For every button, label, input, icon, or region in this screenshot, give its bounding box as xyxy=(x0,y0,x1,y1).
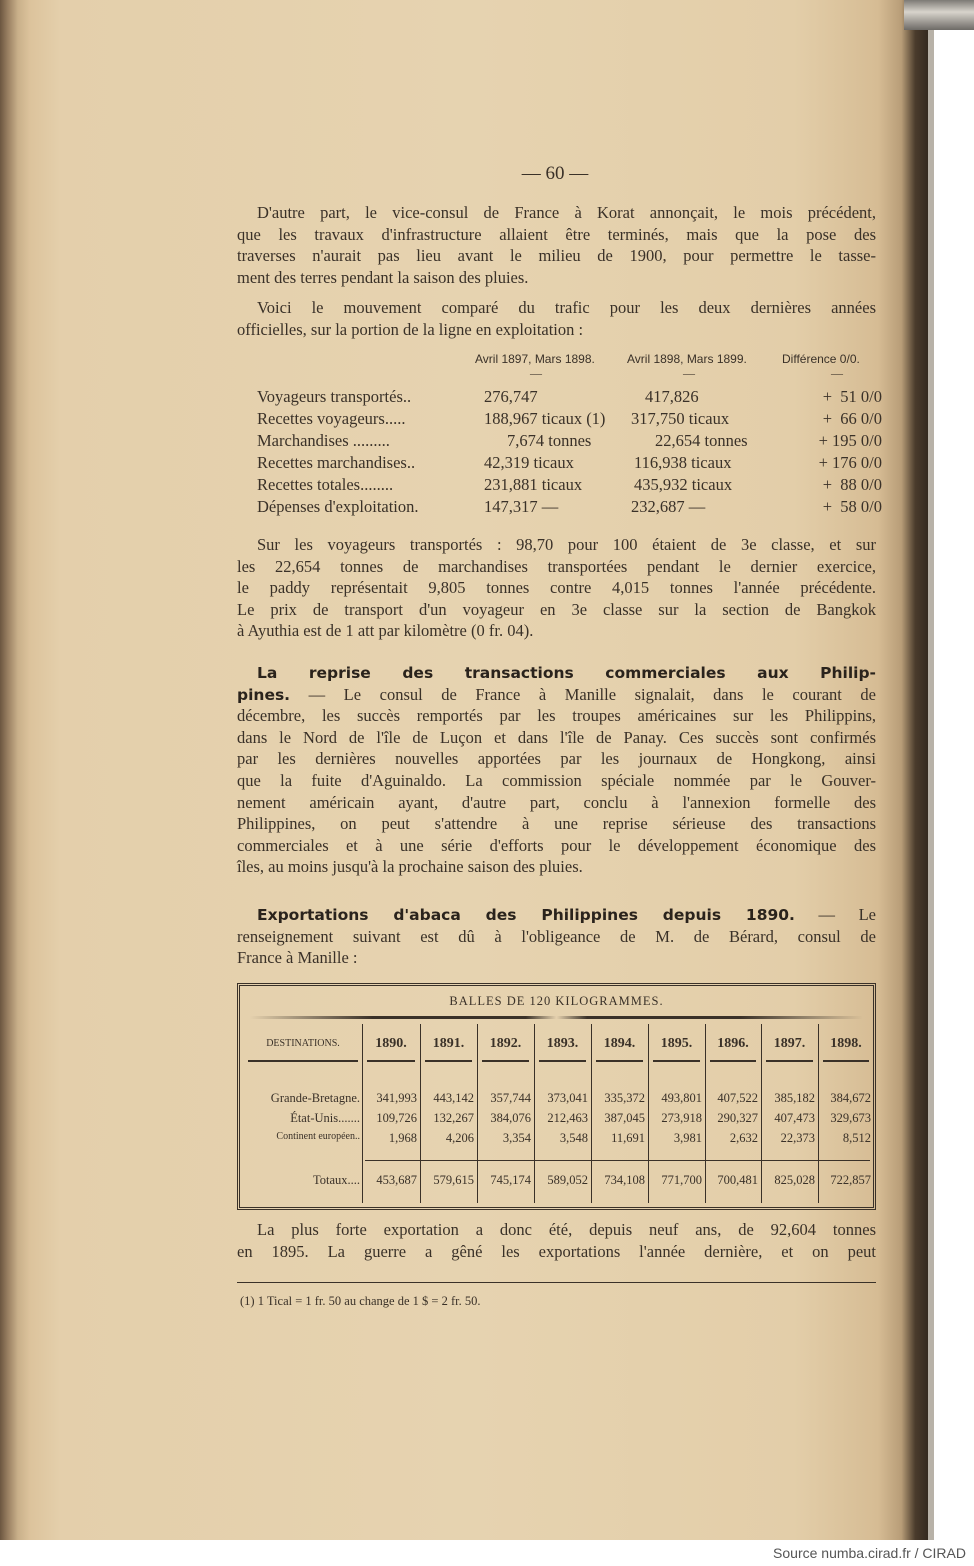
row-label: Recettes marchandises.. xyxy=(257,453,416,472)
text-line: ment des terres pendant la saison des pluies. xyxy=(237,267,529,287)
year-header: 1892. xyxy=(489,1036,522,1051)
text-line: commerciales et à une série d'efforts pour le développement économique des xyxy=(237,835,876,855)
text-line: dans le Nord de l'île de Luçon et dans l'île de Panay. Ces succès sont confirmés xyxy=(237,727,876,747)
text-line: Sur les voyageurs transportés : 98,70 pour 100 étaient de 3e classe, et sur xyxy=(257,535,876,554)
text-line: Philippines, on peut s'attendre à une reprise sérieuse des transactions xyxy=(237,814,876,834)
footnote-rule xyxy=(237,1282,876,1283)
header-underline xyxy=(367,1060,415,1062)
year-header: 1890. xyxy=(375,1036,407,1051)
table-row xyxy=(237,387,882,409)
value-1897: 188,967 ticaux (1) xyxy=(484,409,606,428)
text-line: nement américain ayant, d'autre part, conclu à l'annexion formelle des xyxy=(237,792,876,812)
value-1898: 116,938 ticaux xyxy=(634,453,732,472)
table-cell: 387,045 xyxy=(604,1111,645,1125)
header-underline xyxy=(482,1060,529,1062)
table-cell: 341,993 xyxy=(376,1091,417,1105)
table-cell: 384,672 xyxy=(830,1091,871,1105)
row-label: État-Unis....... xyxy=(290,1111,360,1125)
text-line: en 1895. La guerre a gêné les exportations l'année dernière, et on peut xyxy=(237,1241,876,1261)
text-line: — Le consul de France à Manille signalait, dans le courant de xyxy=(290,684,876,704)
text-line: décembre, les succès remportés par les troupes américaines sur les Philippins, xyxy=(237,706,876,726)
paragraph-conclusion xyxy=(237,1219,876,1262)
value-1897: 231,881 ticaux xyxy=(484,475,583,494)
year-header: 1898. xyxy=(830,1036,862,1051)
text-line: que la fuite d'Aguinaldo. La commission spéciale nommée par le Gouver- xyxy=(237,770,876,790)
text-line: officielles, sur la portion de la ligne en exploitation : xyxy=(237,319,584,339)
text-line: La plus forte exportation a donc été, depuis neuf ans, de 92,604 tonnes xyxy=(257,1220,876,1239)
total-cell: 589,052 xyxy=(547,1173,588,1187)
dash: — xyxy=(831,366,843,380)
table-cell: 273,918 xyxy=(661,1111,702,1125)
footnote: (1) 1 Tical = 1 fr. 50 au change de 1 $ = 2 fr. 50. xyxy=(240,1294,481,1308)
header-underline xyxy=(425,1060,472,1062)
paragraph-korat xyxy=(237,202,876,288)
dash: — xyxy=(530,366,542,380)
total-cell: 579,615 xyxy=(433,1173,474,1187)
text-line: le paddy représentait 9,805 tonnes contre 4,015 tonnes l'année précédente. xyxy=(237,578,876,598)
header-underline xyxy=(539,1060,586,1062)
dash: — xyxy=(683,366,695,380)
value-1898: 417,826 xyxy=(645,387,699,406)
table-row xyxy=(237,497,882,519)
table-cell: 385,182 xyxy=(774,1091,815,1105)
table-cell: 4,206 xyxy=(445,1131,474,1145)
paragraph-traffic-intro xyxy=(237,297,876,340)
section-heading-end: pines. xyxy=(237,685,291,704)
value-1897: 276,747 xyxy=(484,387,538,406)
section-heading: La reprise des transactions commerciales aux Philip- xyxy=(257,664,876,682)
page-stack-corner xyxy=(904,0,974,30)
ornament-rule xyxy=(250,1016,863,1019)
year-header: 1891. xyxy=(432,1036,465,1051)
text-line: Voici le mouvement comparé du trafic pour les deux dernières années xyxy=(257,298,876,317)
row-label: Dépenses d'exploitation. xyxy=(257,497,419,516)
total-label: Totaux.... xyxy=(312,1173,360,1187)
table-row xyxy=(237,453,882,475)
text-line: que les travaux d'infrastructure allaient être terminés, mais que la pose des xyxy=(237,224,876,244)
table-cell: 109,726 xyxy=(376,1111,417,1125)
section-heading-line xyxy=(237,662,876,684)
table-cell: 290,327 xyxy=(717,1111,758,1125)
value-1897: 147,317 — xyxy=(484,497,559,516)
table-cell: 335,372 xyxy=(604,1091,645,1105)
page-number: — 60 — xyxy=(521,163,589,184)
section-abaca xyxy=(237,904,876,969)
header-underline xyxy=(596,1060,643,1062)
table-cell: 373,041 xyxy=(547,1091,588,1105)
text-line: — Le xyxy=(794,905,876,924)
col-header-1897: Avril 1897, Mars 1898. xyxy=(475,352,595,366)
total-cell: 722,857 xyxy=(830,1173,871,1187)
table-cell: 2,632 xyxy=(729,1131,758,1145)
value-1898: 22,654 tonnes xyxy=(655,431,748,450)
section-heading: Exportations d'abaca des Philippines depuis 1890. xyxy=(257,906,795,924)
header-underline xyxy=(766,1060,813,1062)
header-underline xyxy=(710,1060,756,1062)
year-header: 1897. xyxy=(773,1036,806,1051)
section-philippines xyxy=(237,662,876,878)
row-label: Continent européen.. xyxy=(276,1131,360,1142)
table-cell: 407,522 xyxy=(717,1091,758,1105)
paragraph-passengers xyxy=(237,534,876,642)
value-diff: + 66 0/0 xyxy=(822,409,882,428)
value-1897: 42,319 ticaux xyxy=(484,453,574,472)
col-header-diff: Différence 0/0. xyxy=(782,352,860,366)
text-line: à Ayuthia est de 1 att par kilomètre (0 fr. 04). xyxy=(237,621,534,641)
value-diff: + 51 0/0 xyxy=(822,387,882,406)
table-cell: 443,142 xyxy=(433,1091,474,1105)
total-cell: 453,687 xyxy=(376,1173,417,1187)
total-cell: 745,174 xyxy=(490,1173,531,1187)
text-line: par les dernières nouvelles apportées par les journaux de Hongkong, ainsi xyxy=(237,749,876,769)
table-cell: 1,968 xyxy=(388,1131,417,1145)
table-cell: 493,801 xyxy=(661,1091,702,1105)
table-cell: 3,981 xyxy=(673,1131,702,1145)
total-cell: 771,700 xyxy=(661,1173,702,1187)
header-underline xyxy=(248,1060,358,1062)
value-1898: 435,932 ticaux xyxy=(634,475,733,494)
table-title: BALLES DE 120 KILOGRAMMES. xyxy=(449,994,664,1008)
value-1897: 7,674 tonnes xyxy=(507,431,592,450)
table-cell: 212,463 xyxy=(547,1111,588,1125)
page-edge xyxy=(928,0,934,1540)
table-cell: 384,076 xyxy=(490,1111,531,1125)
table-row xyxy=(237,409,882,431)
abaca-table xyxy=(237,983,876,1210)
total-cell: 825,028 xyxy=(774,1173,815,1187)
text-line: France à Manille : xyxy=(237,948,358,968)
source-credit: Source numba.cirad.fr / CIRAD xyxy=(773,1545,966,1561)
table-cell: 407,473 xyxy=(774,1111,815,1125)
header-underline xyxy=(653,1060,700,1062)
value-diff: + 58 0/0 xyxy=(822,497,882,516)
text-line: Le prix de transport d'un voyageur en 3e classe sur la section de Bangkok xyxy=(237,599,876,619)
table-cell: 132,267 xyxy=(433,1111,474,1125)
table-cell: 22,373 xyxy=(780,1131,815,1145)
total-underline xyxy=(365,1160,870,1161)
table-cell: 3,354 xyxy=(502,1131,531,1145)
total-cell: 700,481 xyxy=(717,1173,758,1187)
year-header: 1895. xyxy=(660,1036,693,1051)
table-cell: 329,673 xyxy=(830,1111,871,1125)
table-cell: 8,512 xyxy=(842,1131,871,1145)
row-label: Recettes totales........ xyxy=(257,475,394,494)
text-line: les 22,654 tonnes de marchandises transportées pendant le dernier exercice, xyxy=(237,556,876,576)
col-header-1898: Avril 1898, Mars 1899. xyxy=(627,352,747,366)
value-diff: + 88 0/0 xyxy=(822,475,882,494)
table-row xyxy=(237,475,882,497)
total-cell: 734,108 xyxy=(604,1173,645,1187)
header-underline xyxy=(823,1060,869,1062)
value-diff: + 176 0/0 xyxy=(818,453,882,472)
table-cell: 11,691 xyxy=(611,1131,645,1145)
row-label: Recettes voyageurs..... xyxy=(257,409,406,428)
year-header: 1896. xyxy=(717,1036,749,1051)
table-row xyxy=(237,431,882,453)
value-1898: 317,750 ticaux xyxy=(631,409,730,428)
year-header: 1894. xyxy=(603,1036,636,1051)
table-cell: 3,548 xyxy=(559,1131,588,1145)
row-label: Grande-Bretagne. xyxy=(270,1091,360,1105)
col-header-destinations: DESTINATIONS. xyxy=(266,1038,340,1049)
text-line: traverses n'aurait pas lieu avant le milieu de 1900, pour permettre le tasse- xyxy=(237,246,876,266)
row-label: Marchandises ......... xyxy=(257,431,390,450)
text-line: D'autre part, le vice-consul de France à Korat annonçait, le mois précédent, xyxy=(257,203,876,222)
text-line: îles, au moins jusqu'à la prochaine saison des pluies. xyxy=(237,857,583,877)
value-1898: 232,687 — xyxy=(631,497,706,516)
year-header: 1893. xyxy=(546,1036,579,1051)
table-cell: 357,744 xyxy=(490,1091,531,1105)
row-label: Voyageurs transportés.. xyxy=(257,387,412,406)
value-diff: + 195 0/0 xyxy=(818,431,882,450)
text-line: renseignement suivant est dû à l'obligeance de M. de Bérard, consul de xyxy=(237,926,876,946)
